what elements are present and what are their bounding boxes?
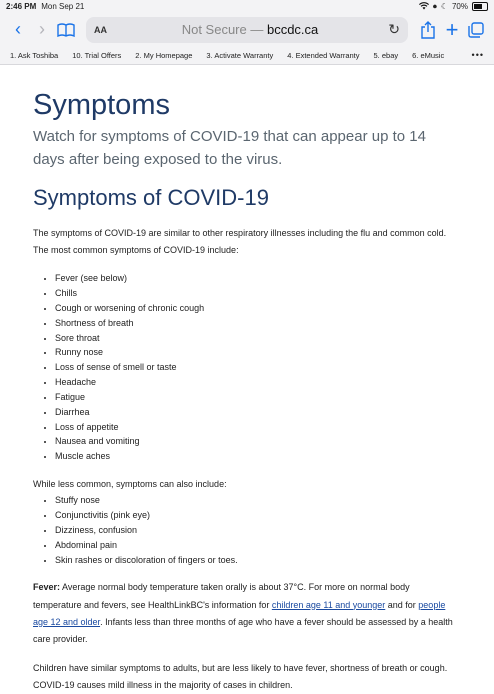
plus-icon: +	[445, 16, 459, 42]
status-time: 2:46 PM	[6, 2, 37, 11]
status-bar	[0, 0, 494, 13]
url-prefix: Not Secure —	[181, 22, 267, 37]
list-item: • Shortness of breath	[55, 316, 458, 331]
url-host: bccdc.ca	[266, 22, 319, 37]
less-common-symptoms-list	[33, 493, 458, 567]
bookmark-item[interactable]: 10. Trial Offers	[72, 50, 122, 60]
status-date: Mon Sep 21	[41, 2, 85, 11]
tabs-button[interactable]	[464, 18, 488, 42]
list-item: • Sore throat	[55, 331, 458, 346]
list-item: • Conjunctivitis (pink eye)	[55, 508, 458, 523]
section-title: Symptoms of COVID-19	[33, 185, 269, 210]
fever-paragraph: Fever: Average normal body temperature taken orally is about 37°C. For more on normal body temperature and fevers, see HealthLinkBC's information for children age 11 and younger and for people age 12 and older. Infants less than three months of age who have a fever should be assessed by a health care provider.	[33, 582, 453, 644]
bookmarks-more-button[interactable]: •••	[471, 50, 484, 60]
list-item: • Skin rashes or discoloration of fingers or toes.	[55, 553, 458, 568]
list-item: • Fatigue	[55, 390, 458, 405]
children-paragraph: Children have similar symptoms to adults, but are less likely to have fever, shortness of breath or cough. COVID-19 causes mild illness in the majority of cases in children.	[33, 662, 448, 690]
share-icon	[421, 21, 435, 39]
bookmark-item[interactable]: 3. Activate Warranty	[206, 50, 274, 60]
list-item: • Chills	[55, 286, 458, 301]
list-item: • Abdominal pain	[55, 538, 458, 553]
list-item: • Loss of appetite	[55, 420, 458, 435]
share-button[interactable]	[416, 18, 440, 42]
list-item: • Nausea and vomiting	[55, 434, 458, 449]
bookmark-item[interactable]: 4. Extended Warranty	[287, 50, 360, 60]
text-size-button[interactable]: AA	[94, 24, 107, 35]
tabs-icon	[468, 22, 484, 38]
chevron-left-icon: ‹	[15, 19, 21, 39]
children-link[interactable]: children age 11 and younger	[271, 599, 386, 610]
page-content	[0, 65, 494, 694]
bookmark-item[interactable]: 6. eMusic	[412, 50, 445, 60]
list-item: • Loss of sense of smell or taste	[55, 360, 458, 375]
list-item: • Diarrhea	[55, 405, 458, 420]
list-item: • Cough or worsening of chronic cough	[55, 301, 458, 316]
battery-icon	[472, 2, 488, 11]
list-item: • Dizziness, confusion	[55, 523, 458, 538]
common-symptoms-list	[33, 271, 458, 464]
bookmark-item[interactable]: 2. My Homepage	[135, 50, 193, 60]
adults-link[interactable]: people age 12 and older	[33, 599, 446, 627]
bookmark-item[interactable]: 5. ebay	[373, 50, 399, 60]
browser-toolbar	[0, 13, 494, 46]
forward-button[interactable]	[30, 18, 54, 42]
book-icon	[57, 23, 75, 37]
wifi-icon	[419, 2, 429, 12]
fever-label: Fever:	[33, 582, 61, 593]
lock-rotation-icon: ⏺	[432, 1, 437, 11]
list-item: • Headache	[55, 375, 458, 390]
bookmarks-bar	[0, 46, 494, 65]
list-item: • Stuffy nose	[55, 493, 458, 508]
address-bar[interactable]	[86, 17, 408, 43]
new-tab-button[interactable]	[440, 18, 464, 42]
bookmark-item[interactable]: 1. Ask Toshiba	[10, 50, 59, 60]
moon-icon: ☾	[440, 2, 448, 11]
list-item: • Fever (see below)	[55, 271, 458, 286]
intro-paragraph: The symptoms of COVID-19 are similar to other respiratory illnesses including the flu and common cold. The most common symptoms of COVID-19 include:	[33, 228, 447, 256]
battery-percent: 70%	[451, 2, 468, 11]
list-item: • Muscle aches	[55, 449, 458, 464]
page-title: Symptoms	[33, 89, 170, 121]
less-common-intro: While less common, symptoms can also include:	[33, 479, 227, 490]
bookmarks-button[interactable]	[54, 18, 78, 42]
page-subtitle: Watch for symptoms of COVID-19 that can appear up to 14 days after being exposed to the virus.	[33, 128, 426, 168]
chevron-right-icon: ›	[39, 19, 45, 39]
reload-icon[interactable]: ↻	[388, 21, 400, 37]
list-item: • Runny nose	[55, 345, 458, 360]
back-button[interactable]	[6, 18, 30, 42]
